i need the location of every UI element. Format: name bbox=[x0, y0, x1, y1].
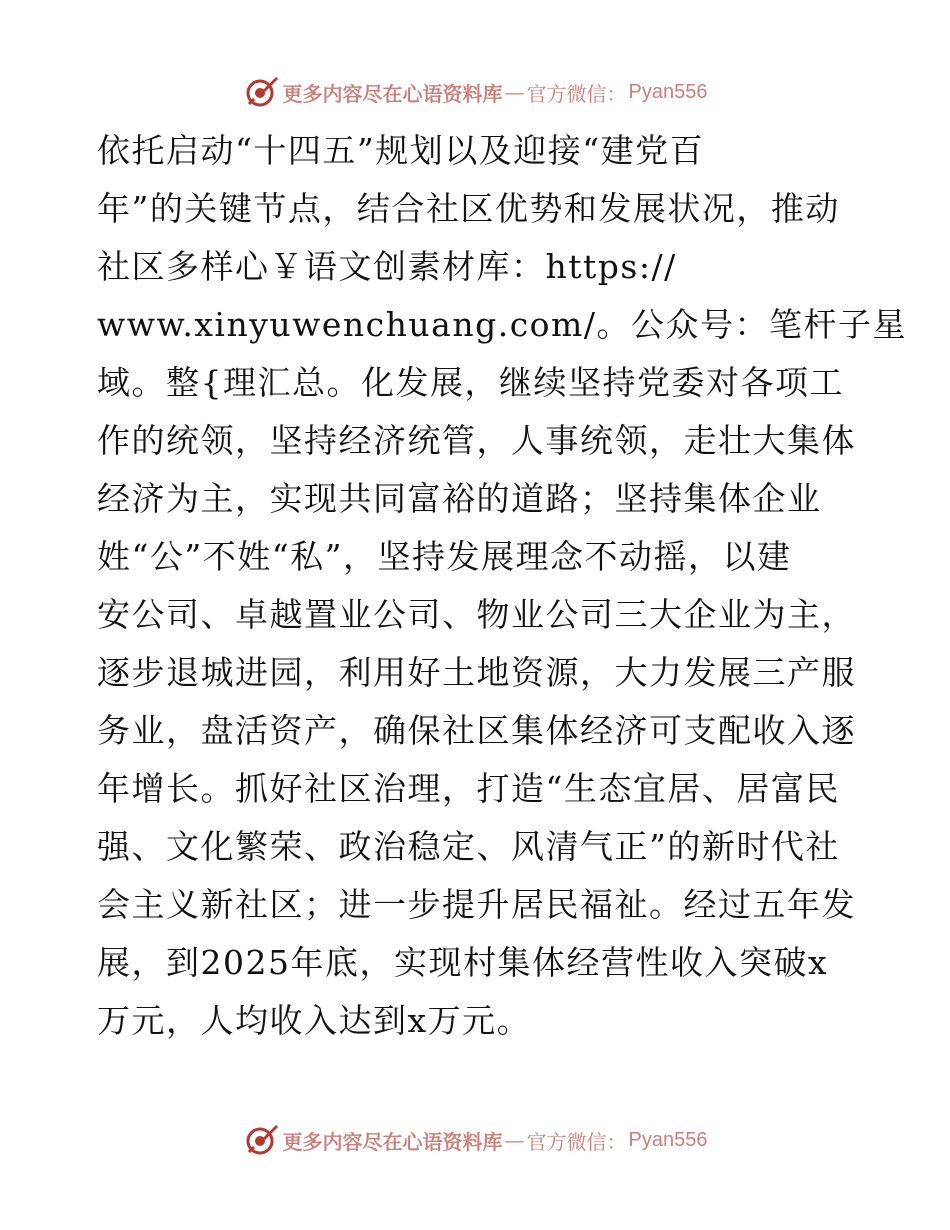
banner-separator: — bbox=[504, 80, 525, 104]
body-line: 逐步退城进园，利用好土地资源，大力发展三产服 bbox=[97, 653, 856, 692]
banner-wechat-id: Pyan556 bbox=[628, 1128, 708, 1151]
banner-wechat-label: 官方微信： bbox=[526, 1129, 627, 1154]
body-line: 社区多样心￥语文创素材库：https:// bbox=[97, 247, 677, 286]
banner-brand-text: 更多内容尽在心语资料库 bbox=[282, 81, 503, 106]
document-body bbox=[97, 122, 907, 1050]
brush-logo-icon bbox=[243, 74, 279, 110]
banner-wechat-id: Pyan556 bbox=[628, 80, 708, 103]
banner-wechat-label: 官方微信： bbox=[526, 81, 627, 106]
brush-logo-icon bbox=[243, 1122, 279, 1158]
body-line: 展，到2025年底，实现村集体经营性收入突破x bbox=[97, 943, 829, 982]
body-line: 年”的关键节点，结合社区优势和发展状况，推动 bbox=[97, 189, 840, 228]
body-line: 安公司、卓越置业公司、物业公司三大企业为主， bbox=[97, 595, 856, 634]
banner-brand-text: 更多内容尽在心语资料库 bbox=[282, 1129, 503, 1154]
body-line: 强、文化繁荣、政治稳定、风清气正”的新时代社 bbox=[97, 827, 840, 866]
banner-separator: — bbox=[504, 1128, 525, 1152]
body-line: 姓“公”不姓“私”，坚持发展理念不动摇，以建 bbox=[97, 537, 792, 576]
body-line: 作的统领，坚持经济统管，人事统领，走壮大集体 bbox=[97, 421, 856, 460]
body-line: 域。整{理汇总。化发展，继续坚持党委对各项工 bbox=[97, 363, 844, 402]
body-line: 务业，盘活资产，确保社区集体经济可支配收入逐 bbox=[97, 711, 856, 750]
body-line: 依托启动“十四五”规划以及迎接“建党百 bbox=[97, 131, 705, 170]
body-line: www.xinyuwenchuang.com/。公众号：笔杆子星 bbox=[97, 305, 907, 344]
body-line: 万元，人均收入达到x万元。 bbox=[97, 1001, 532, 1040]
header-banner bbox=[0, 72, 950, 112]
body-line: 经济为主，实现共同富裕的道路；坚持集体企业 bbox=[97, 479, 822, 518]
footer-banner bbox=[0, 1120, 950, 1160]
body-line: 会主义新社区；进一步提升居民福祉。经过五年发 bbox=[97, 885, 856, 924]
body-line: 年增长。抓好社区治理，打造“生态宜居、居富民 bbox=[97, 769, 840, 808]
